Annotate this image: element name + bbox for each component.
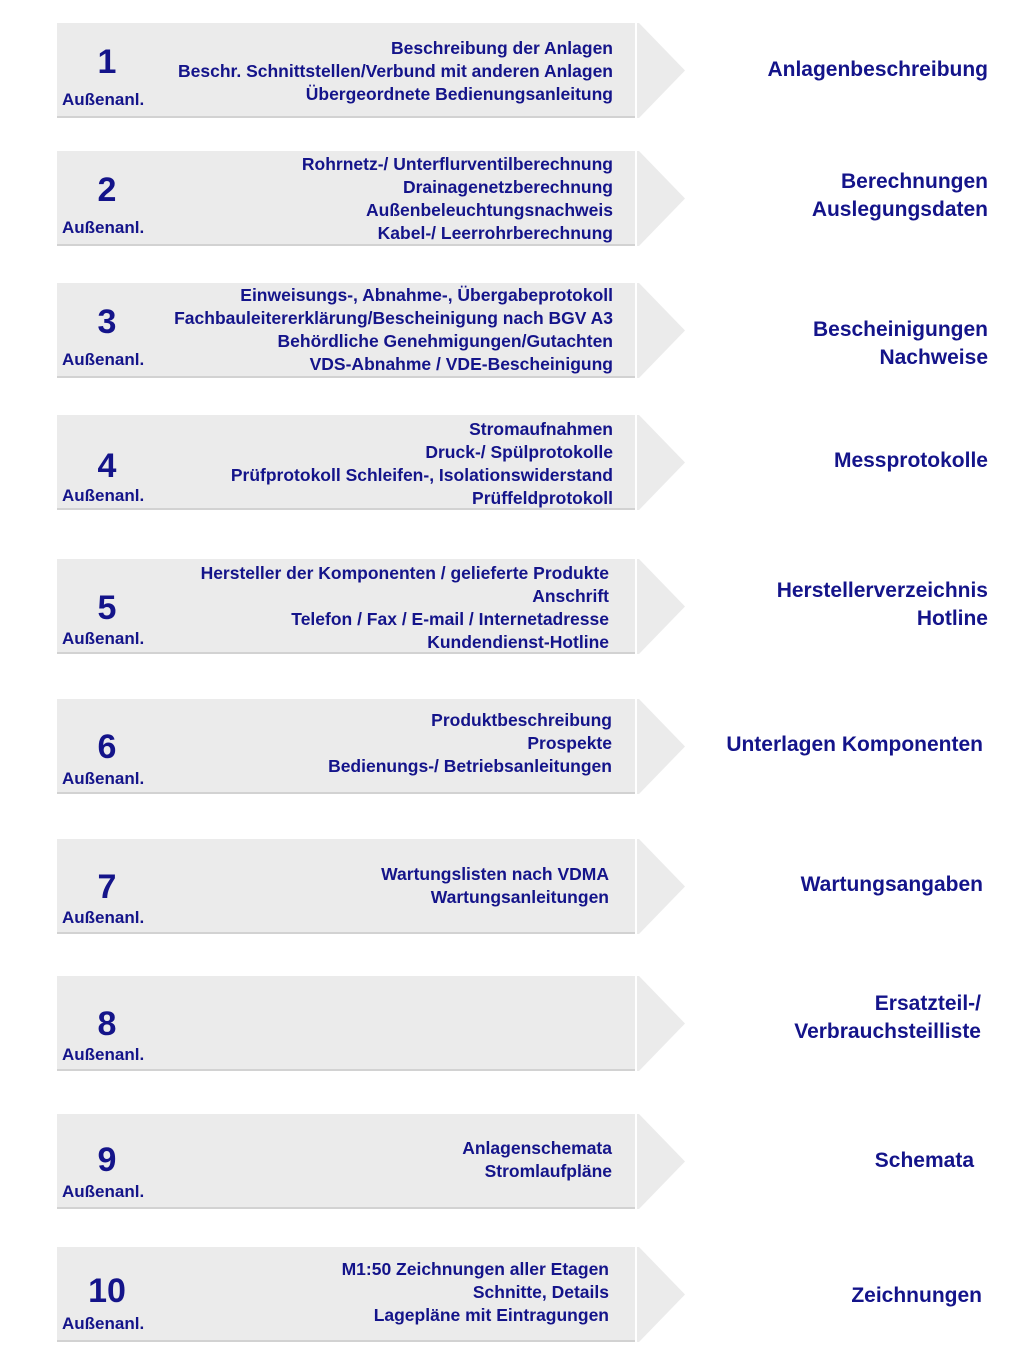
section-category — [812, 168, 988, 224]
section-box — [57, 839, 635, 934]
category-line: Wartungsangaben — [800, 873, 983, 896]
section-items — [302, 153, 613, 245]
section-item: VDS-Abnahme / VDE-Bescheinigung — [309, 354, 613, 374]
section-sublabel: Außenanl. — [62, 908, 145, 927]
section-item: Beschr. Schnittstellen/Verbund mit anderen Anlagen — [177, 61, 613, 81]
section-items — [462, 1137, 612, 1183]
section-item: Übergeordnete Bedienungsanleitung — [305, 84, 613, 104]
section-box — [57, 559, 635, 654]
section-items — [178, 37, 613, 106]
section-4 — [57, 415, 1024, 510]
section-item: Prüfprotokoll Schleifen-, Isolationswiderstand — [230, 465, 613, 485]
section-6 — [57, 699, 1024, 794]
section-sublabel: Außenanl. — [62, 1182, 145, 1201]
section-items — [328, 709, 612, 778]
section-category — [777, 577, 988, 633]
section-7 — [57, 839, 1024, 934]
category-line: Zeichnungen — [851, 1284, 982, 1307]
section-sublabel: Außenanl. — [62, 1314, 145, 1333]
section-number: 2 — [97, 171, 117, 209]
section-sublabel: Außenanl. — [62, 486, 145, 505]
section-category — [813, 316, 988, 372]
section-category — [794, 990, 981, 1046]
section-number: 8 — [97, 1005, 117, 1043]
section-item: Stromlaufpläne — [484, 1161, 612, 1181]
chevron-arrow-icon — [637, 559, 685, 654]
chevron-arrow-icon — [637, 699, 685, 794]
section-item: Anschrift — [532, 586, 609, 606]
section-number: 5 — [97, 589, 117, 627]
section-item: Druck-/ Spülprotokolle — [425, 442, 613, 462]
section-8 — [57, 976, 1024, 1071]
section-item: Schnitte, Details — [472, 1282, 609, 1302]
section-box — [57, 151, 635, 246]
section-item: Prospekte — [527, 733, 612, 753]
section-item: Bedienungs-/ Betriebsanleitungen — [328, 756, 612, 776]
category-line: Bescheinigungen — [812, 318, 988, 341]
section-category — [801, 871, 983, 899]
category-line: Nachweise — [879, 346, 988, 369]
section-item: Telefon / Fax / E-mail / Internetadresse — [291, 609, 609, 629]
section-number: 7 — [97, 868, 117, 906]
section-items — [381, 863, 609, 909]
section-number: 9 — [97, 1141, 117, 1179]
section-3 — [57, 283, 1024, 378]
chevron-arrow-icon — [637, 839, 685, 934]
section-items — [342, 1258, 609, 1327]
section-number: 10 — [88, 1272, 126, 1310]
category-line: Herstellerverzeichnis — [776, 579, 988, 602]
category-line: Hotline — [916, 607, 988, 630]
section-sublabel: Außenanl. — [62, 90, 145, 109]
section-item: Hersteller der Komponenten / gelieferte Produkte — [200, 563, 609, 583]
section-sublabel: Außenanl. — [62, 350, 145, 369]
section-category — [726, 731, 983, 759]
section-box — [57, 699, 635, 794]
section-item: Anlagenschemata — [462, 1138, 612, 1158]
section-5 — [57, 559, 1024, 654]
section-sublabel: Außenanl. — [62, 218, 145, 237]
section-sublabel: Außenanl. — [62, 769, 145, 788]
section-item: Kundendienst-Hotline — [427, 632, 609, 652]
section-9 — [57, 1114, 1024, 1209]
section-box — [57, 415, 635, 510]
section-items — [201, 562, 609, 654]
category-line: Anlagenbeschreibung — [767, 58, 988, 81]
section-box — [57, 1247, 635, 1342]
section-category — [834, 447, 988, 475]
section-item: Einweisungs-, Abnahme-, Übergabeprotokoll — [240, 285, 613, 305]
section-item: Lagepläne mit Eintragungen — [373, 1305, 609, 1325]
chevron-arrow-icon — [637, 1247, 685, 1342]
section-box — [57, 1114, 635, 1209]
section-box — [57, 23, 635, 118]
section-item: Beschreibung der Anlagen — [390, 38, 613, 58]
category-line: Verbrauchsteilliste — [794, 1020, 981, 1043]
section-10 — [57, 1247, 1024, 1342]
section-number: 6 — [97, 728, 117, 766]
section-number: 1 — [97, 43, 117, 81]
category-line: Unterlagen Komponenten — [726, 733, 983, 756]
section-category — [767, 56, 988, 84]
section-number: 4 — [97, 447, 117, 485]
section-item: Außenbeleuchtungsnachweis — [366, 200, 613, 220]
category-line: Berechnungen — [840, 170, 988, 193]
section-item: Behördliche Genehmigungen/Gutachten — [277, 331, 613, 351]
section-2 — [57, 151, 1024, 246]
section-category — [851, 1282, 982, 1310]
section-sublabel: Außenanl. — [62, 1045, 145, 1064]
section-item: Kabel-/ Leerrohrberechnung — [377, 223, 613, 243]
section-item: Wartungsanleitungen — [430, 887, 609, 907]
chevron-arrow-icon — [637, 1114, 685, 1209]
category-line: Ersatzteil-/ — [874, 992, 981, 1015]
section-item: Fachbauleitererklärung/Bescheinigung nach BGV A3 — [174, 308, 613, 328]
chevron-arrow-icon — [637, 23, 685, 118]
section-item: Wartungslisten nach VDMA — [381, 864, 609, 884]
section-items — [231, 418, 613, 510]
chevron-arrow-icon — [637, 415, 685, 510]
chevron-arrow-icon — [637, 283, 685, 378]
category-line: Schemata — [874, 1149, 974, 1172]
section-items — [174, 284, 613, 376]
section-category — [875, 1147, 974, 1175]
chevron-arrow-icon — [637, 151, 685, 246]
section-item: Drainagenetzberechnung — [402, 177, 613, 197]
chevron-arrow-icon — [637, 976, 685, 1071]
section-item: M1:50 Zeichnungen aller Etagen — [341, 1259, 609, 1279]
section-sublabel: Außenanl. — [62, 629, 145, 648]
section-item: Rohrnetz-/ Unterflurventilberechnung — [301, 154, 613, 174]
category-line: Messprotokolle — [833, 449, 988, 472]
section-box — [57, 976, 635, 1071]
section-item: Prüffeldprotokoll — [472, 488, 613, 508]
category-line: Auslegungsdaten — [811, 198, 988, 221]
section-1 — [57, 23, 1024, 118]
section-item: Produktbeschreibung — [431, 710, 612, 730]
section-box — [57, 283, 635, 378]
section-number: 3 — [97, 303, 117, 341]
section-item: Stromaufnahmen — [469, 419, 613, 439]
